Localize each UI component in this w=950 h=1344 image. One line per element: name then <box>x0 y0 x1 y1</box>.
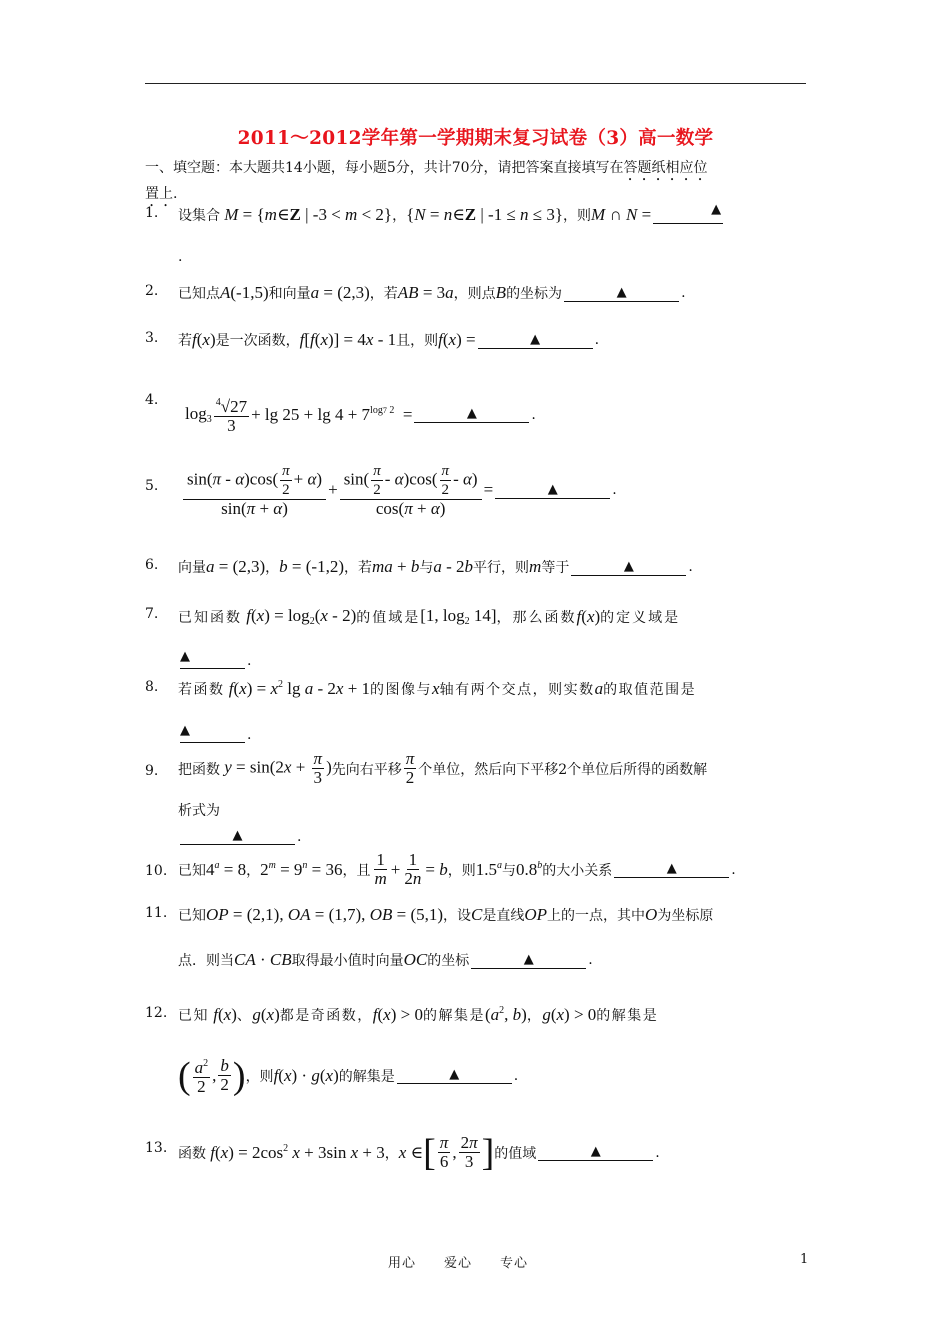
triangle-icon: ▲ <box>666 861 677 876</box>
log-expression: $\log_3$ <box>185 404 212 425</box>
answer-blank-11[interactable] <box>471 952 586 969</box>
trig-fraction-2: sin( $\frac{\pi}{2}$ - α)cos( $\frac{\pi}{2}$ - α) cos(π + α) <box>340 462 482 518</box>
answer-blank-5[interactable] <box>495 482 610 499</box>
triangle-icon: ▲ <box>232 828 243 843</box>
document-page: 2011～2012学年第一学期期末复习试卷（3）高一数学 一、填空题：本大题共14小题，每小题5分，共计70分，请把答案直接填写在答题纸相应位 置上. 1. 设集合 M = {m∈Z | -3 < m < 2} ， {N = n∈Z | -1 ≤ n ≤ 3} ，则 M ∩ N = ▲ . 2. 已知点 A(-1,5) 和向量 a = (2,3) ，若 AB = 3a ，则点 B 的坐标为 ▲ . 3. 若 f(x) 是一次函数， f[f(x)] = 4x - 1 且，则 f(x) = ▲ . 4. $\log_3$ $\frac{^4√27}{3}$ + $\lg 25 + \lg 4 + 7^{log7 2}$ = ▲ . 5. sin(π - α)cos( $\frac{\pi}{2}$ + α) sin(π + α) + sin( $\frac{\pi}{2}$ - α)cos( $\frac{\pi}{2}$ - α) cos(π + α) = ▲ . 6. 向量 a = (2,3) ， b = (-1,2) ，若 ma + b 与 a - 2b 平行，则 m 等于 ▲ . 7. 已知函数 $f(x) = \log_2(x - 2)$ 的值域是 [1, $\log_2 14$] ，那么函数 f(x) 的定义域是 ▲ . 8. 若函数 $f(x) = x^2$ lg a - 2x + 1 的图像与 x 轴有两个交点，则实数 a 的取值范围是 ▲ . 9. 把函数 y = sin(2x + $\frac{\pi}{3}$ ) 先向右平移 $\frac{\pi}{2}$ 个单位，然后向下平移2个单位后所得的函数解 析式为 ▲ . 10. 已知 $4^a = 8$ ， $2^m = 9^n = 36$ ，且 $\frac{1}{m}$ + $\frac{1}{2n}$ = b ，则 1.5$^a$ 与 0.8$^b$ 的大小关系 ▲ . 11. 已知 OP = (2,1), OA = (1,7), OB = (5,1) ，设 C 是直线 OP 上的一点，其中 O 为坐标原 点．则当 CA · CB 取得最小值时向量 OC 的坐标 ▲ . 12. 已知 f(x) 、 g(x) 都是奇函数， f(x) > 0 的解集是 ($a^2$, b) ， g(x) > 0 的解集是 ( $\frac{a^2}{2}$ , $\frac{b}{2}$ ) ，则 f(x) · g(x) 的解集是 ▲ . 13. 函数 $f(x) = 2\cos^2$ x + 3sin x + 3 ， x ∈ [ $\frac{\pi}{6}$ , $\frac{2\pi}{3}$ ] 的值域 ▲ . 用心 爱心 专心 1 <box>0 0 950 1344</box>
answer-blank-10[interactable] <box>614 861 729 878</box>
answer-blank-7[interactable] <box>180 649 245 669</box>
answer-blank-12[interactable] <box>397 1067 512 1084</box>
answer-blank-1[interactable] <box>653 201 723 224</box>
emphasis-text-1: 答题纸相应位 <box>623 160 708 176</box>
answer-blank-8[interactable] <box>180 723 245 743</box>
exam-title: 2011～2012学年第一学期期末复习试卷（3）高一数学 <box>237 128 714 149</box>
set-m-expression: M = {m∈Z | -3 < m < 2} <box>224 205 393 224</box>
answer-blank-4[interactable] <box>414 406 529 423</box>
footer-text: 用心 爱心 专心 <box>388 1256 529 1271</box>
set-n-expression: {N = n∈Z | -1 ≤ n ≤ 3} <box>406 205 564 224</box>
triangle-icon: ▲ <box>590 1144 601 1159</box>
header-rule <box>145 83 806 84</box>
answer-blank-9[interactable] <box>180 828 295 845</box>
emphasis-text-2: 置上 <box>145 186 173 202</box>
section-instructions: 一、填空题：本大题共14小题，每小题5分，共计70分，请把答案直接填写在答题纸相应位 置上. <box>145 160 708 202</box>
answer-blank-13[interactable] <box>538 1144 653 1161</box>
triangle-icon: ▲ <box>547 481 558 497</box>
triangle-icon: ▲ <box>623 558 634 574</box>
triangle-icon: ▲ <box>523 951 534 967</box>
answer-blank-2[interactable] <box>564 285 679 302</box>
triangle-icon: ▲ <box>616 284 627 300</box>
answer-blank-6[interactable] <box>571 559 686 576</box>
triangle-icon: ▲ <box>711 201 722 217</box>
page-number: 1 <box>800 1252 809 1267</box>
triangle-icon: ▲ <box>466 406 477 421</box>
triangle-icon: ▲ <box>449 1067 460 1082</box>
triangle-icon: ▲ <box>180 649 190 664</box>
triangle-icon: ▲ <box>530 331 541 347</box>
answer-blank-3[interactable] <box>478 332 593 349</box>
triangle-icon: ▲ <box>180 723 190 738</box>
trig-fraction-1: sin(π - α)cos( $\frac{\pi}{2}$ + α) sin(π + α) <box>183 462 326 518</box>
